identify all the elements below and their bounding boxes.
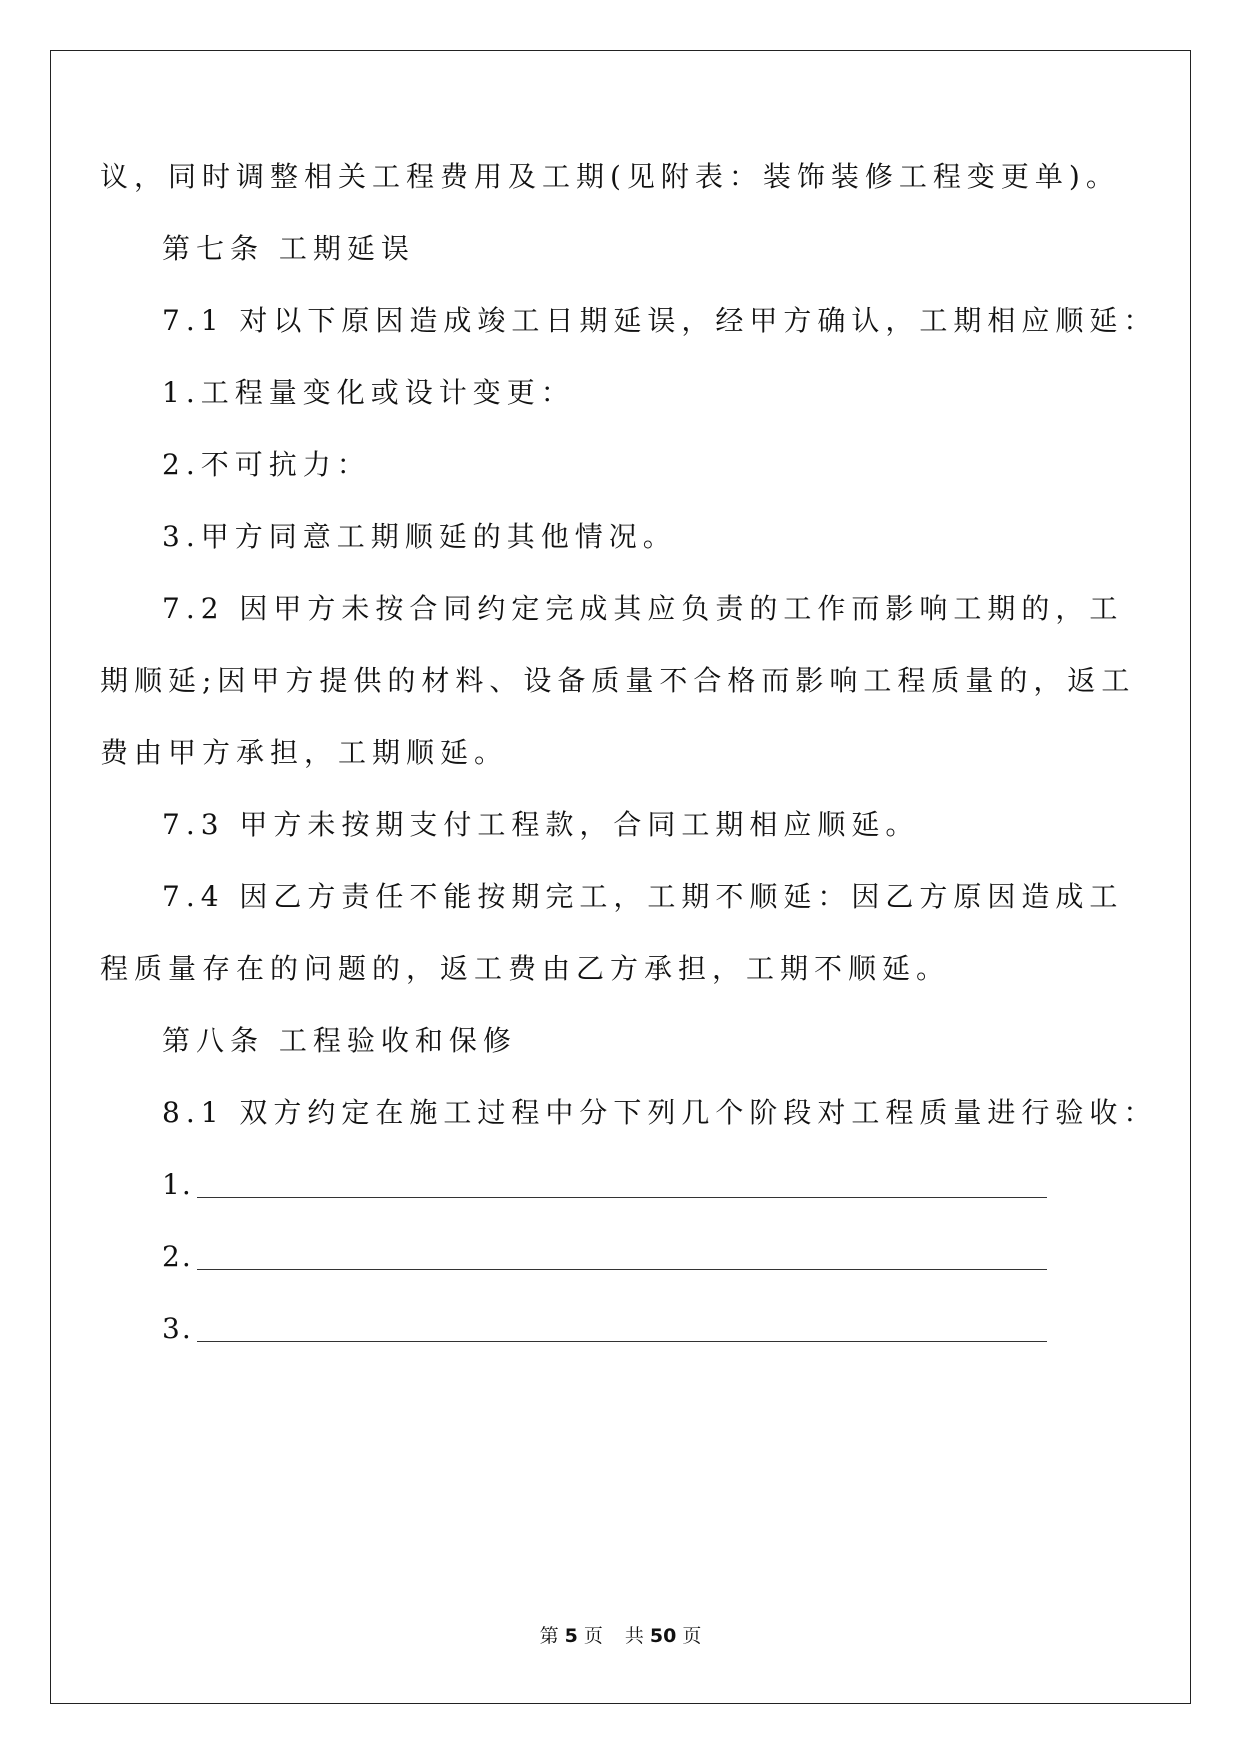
page-frame — [50, 50, 1191, 1704]
clause-7-2-line-2: 期顺延;因甲方提供的材料、设备质量不合格而影响工程质量的，返工 — [100, 664, 1136, 697]
fill-blank-row-2 — [162, 1240, 1047, 1274]
footer-prefix: 第 — [539, 1625, 559, 1647]
clause-7-1-item-1: 1.工程量变化或设计变更： — [162, 376, 575, 409]
fill-blank-line — [197, 1197, 1047, 1198]
fill-blank-line — [197, 1341, 1047, 1342]
fill-blank-number: 2. — [162, 1240, 193, 1273]
clause-7-3: 7.3 甲方未按期支付工程款，合同工期相应顺延。 — [162, 808, 920, 841]
page-footer — [0, 1625, 1241, 1647]
clause-7-4-line-2: 程质量存在的问题的，返工费由乙方承担，工期不顺延。 — [100, 952, 951, 985]
article-8-heading: 第八条 工程验收和保修 — [162, 1024, 517, 1057]
fill-blank-line — [197, 1269, 1047, 1270]
current-page-number: 5 — [564, 1625, 578, 1647]
footer-total-suffix: 页 — [682, 1625, 702, 1647]
paragraph-continuation: 议，同时调整相关工程费用及工期(见附表：装饰装修工程变更单)。 — [100, 160, 1120, 193]
footer-total-prefix: 共 — [624, 1625, 644, 1647]
fill-blank-number: 1. — [162, 1168, 193, 1201]
fill-blank-row-3 — [162, 1312, 1047, 1346]
clause-7-1: 7.1 对以下原因造成竣工日期延误，经甲方确认，工期相应顺延： — [162, 304, 1158, 337]
fill-blank-number: 3. — [162, 1312, 193, 1345]
clause-7-4-line-1: 7.4 因乙方责任不能按期完工，工期不顺延：因乙方原因造成工 — [162, 880, 1124, 913]
fill-blank-row-1 — [162, 1168, 1047, 1202]
total-pages-number: 50 — [649, 1625, 677, 1647]
clause-7-1-item-2: 2.不可抗力： — [162, 448, 371, 481]
clause-7-1-item-3: 3.甲方同意工期顺延的其他情况。 — [162, 520, 677, 553]
clause-7-2-line-1: 7.2 因甲方未按合同约定完成其应负责的工作而影响工期的，工 — [162, 592, 1124, 625]
clause-7-2-line-3: 费由甲方承担，工期顺延。 — [100, 736, 509, 769]
article-7-heading: 第七条 工期延误 — [162, 232, 415, 265]
clause-8-1: 8.1 双方约定在施工过程中分下列几个阶段对工程质量进行验收： — [162, 1096, 1158, 1129]
footer-page-suffix: 页 — [583, 1625, 603, 1647]
